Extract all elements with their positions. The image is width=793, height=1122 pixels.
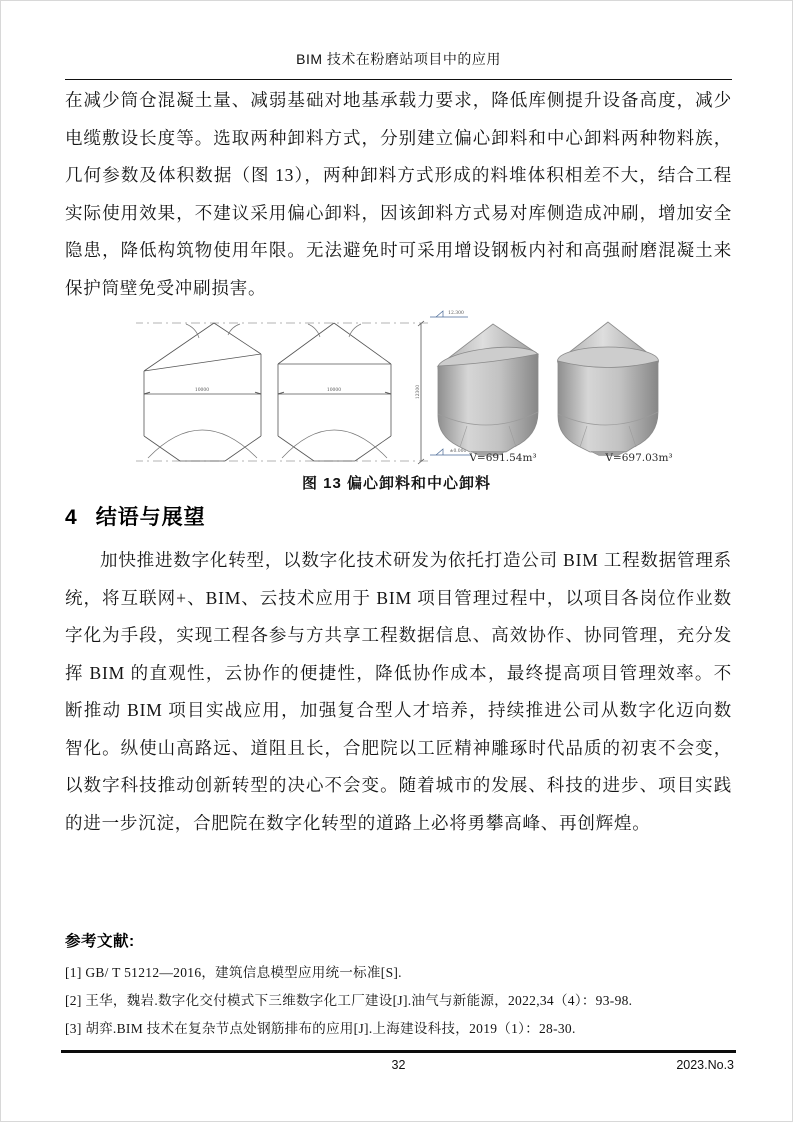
references-section [65, 929, 732, 1043]
elevation-marker-top [430, 310, 468, 317]
dim-height-label: 12300 [416, 384, 421, 400]
figure-silo-diagram [136, 304, 711, 469]
references-heading: 参考文献: [65, 933, 135, 950]
section-heading [65, 501, 206, 531]
silo-figure-svg [136, 304, 711, 469]
reference-item: [3] 胡弈.BIM 技术在复杂节点处钢筋排布的应用[J].上海建设科技，2019（1）：28-30. [65, 1021, 576, 1036]
dim-width-label-right: 10000 [326, 388, 342, 393]
cad-drawing-eccentric [144, 323, 261, 461]
page-footer [61, 1050, 736, 1081]
running-title: BIM 技术在粉磨站项目中的应用 [296, 51, 501, 67]
footer-page-number: 32 [391, 1058, 406, 1072]
reference-item: [1] GB/ T 51212—2016，建筑信息模型应用统一标准[S]. [65, 965, 402, 980]
figure-caption: 图 13 偏心卸料和中心卸料 [301, 475, 492, 492]
cad-drawing-centric [278, 323, 391, 461]
silo-3d-centric [558, 322, 659, 456]
section-title: 结语与展望 [95, 506, 206, 529]
volume-label-left: V=691.54m³ [469, 452, 537, 464]
volume-label-right: V=697.03m³ [605, 452, 673, 464]
body-paragraph-1: 在减少筒仓混凝土量、减弱基础对地基承载力要求，降低库侧提升设备高度，减少电缆敷设长度等。选取两种卸料方式，分别建立偏心卸料和中心卸料两种物料族，几何参数及体积数据（图 13），两种卸料方式形成的料堆体积相差不大，结合工程实际使用效果，不建议采用偏心卸料，因该卸料方式易对库侧造成冲刷，增加安全隐患，降低构筑物使用年限。无法避免时可采用增设钢板内衬和高强耐磨混凝土来保护筒壁免受冲刷损害。 [65, 90, 732, 298]
elevation-bottom-label: ±0.000 [449, 449, 467, 454]
silo-3d-eccentric [436, 324, 540, 456]
body-paragraph-2: 加快推进数字化转型，以数字化技术研发为依托打造公司 BIM 工程数据管理系统，将互联网+、BIM、云技术应用于 BIM 项目管理过程中，以项目各岗位作业数字化为手段，实现工程各参与方共享工程数据信息、高效协作、协同管理，充分发挥 BIM 的直观性，云协作的便捷性，降低协作成本，最终提高项目管理效率。不断推动 BIM 项目实战应用，加强复合型人才培养，持续推进公司从数字化迈向数智化。纵使山高路远、道阻且长，合肥院以工匠精神雕琢时代品质的初衷不会变，以数字科技推动创新转型的决心不会变。随着城市的发展、科技的进步、项目实践的进一步沉淀，合肥院在数字化转型的道路上必将勇攀高峰、再创辉煌。 [65, 550, 732, 833]
reference-item: [2] 王华，魏岩.数字化交付模式下三维数字化工厂建设[J].油气与新能源，2022,34（4）：93-98. [65, 993, 633, 1008]
elevation-top-label: 12.300 [448, 311, 464, 316]
section-number: 4 [65, 506, 78, 529]
height-dimension [415, 321, 424, 464]
footer-issue: 2023.No.3 [676, 1058, 734, 1072]
page-header [65, 49, 732, 80]
dim-width-label-left: 10000 [194, 388, 210, 393]
